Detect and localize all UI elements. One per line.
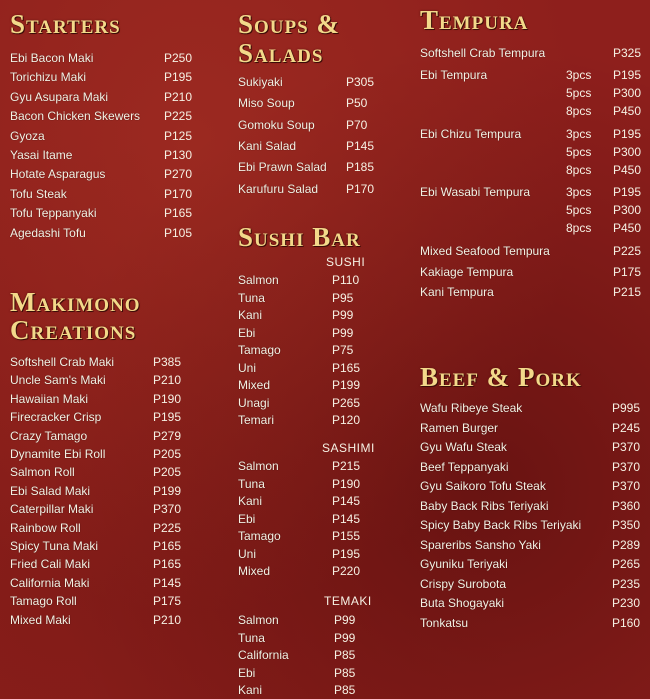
starters-item-price: P125 xyxy=(164,129,193,143)
makimono-title-line2: Creations xyxy=(10,315,137,345)
sashimi-item-price: P215 xyxy=(332,459,361,473)
soups-item-name: Miso Soup xyxy=(238,96,295,110)
makimono-item-price: P385 xyxy=(153,355,182,369)
soups-item-price: P305 xyxy=(346,75,375,89)
beef-pork-item-price: P995 xyxy=(612,401,641,415)
beef-pork-item-price: P235 xyxy=(612,577,641,591)
starters-item-name: Torichizu Maki xyxy=(10,70,87,84)
makimono-item-name: Uncle Sam's Maki xyxy=(10,373,106,387)
soups-item-price: P185 xyxy=(346,160,375,174)
soups-item-name: Karufuru Salad xyxy=(238,182,319,196)
tempura-others-item-name: Kakiage Tempura xyxy=(420,265,514,279)
makimono-item-price: P225 xyxy=(153,521,182,535)
sushi-item-price: P99 xyxy=(332,326,354,340)
temaki-label: TEMAKI xyxy=(324,594,372,608)
sushi-bar-heading xyxy=(238,224,361,251)
sushi-item-price: P199 xyxy=(332,378,361,392)
beef-pork-title: Beef & Pork xyxy=(420,362,582,392)
beef-pork-item-name: Gyuniku Teriyaki xyxy=(420,557,508,571)
sashimi-item-price: P145 xyxy=(332,494,361,508)
soups-item-price: P145 xyxy=(346,139,375,153)
starters-item-price: P170 xyxy=(164,187,193,201)
makimono-heading xyxy=(10,289,141,316)
tempura-heading xyxy=(420,7,528,34)
tempura-others-item-price: P225 xyxy=(613,244,642,258)
beef-pork-item-name: Buta Shogayaki xyxy=(420,596,505,610)
sushi-item-price: P95 xyxy=(332,291,354,305)
sushi-item-name: Tamago xyxy=(238,343,281,357)
sashimi-item-name: Tamago xyxy=(238,529,281,543)
makimono-item-price: P195 xyxy=(153,410,182,424)
soups-heading-line2 xyxy=(238,40,323,67)
temaki-item-price: P99 xyxy=(334,631,356,645)
makimono-item-name: Ebi Salad Maki xyxy=(10,484,91,498)
starters-item-price: P165 xyxy=(164,206,193,220)
makimono-item-price: P205 xyxy=(153,465,182,479)
tempura-chizu-price: P195 xyxy=(613,127,642,141)
starters-item-price: P225 xyxy=(164,109,193,123)
beef-pork-heading xyxy=(420,364,582,391)
sashimi-item-name: Salmon xyxy=(238,459,279,473)
sushi-item-price: P99 xyxy=(332,308,354,322)
sushi-item-name: Unagi xyxy=(238,396,270,410)
soups-heading xyxy=(238,11,340,38)
sushi-item-price: P110 xyxy=(332,273,360,287)
starters-item-name: Yasai Itame xyxy=(10,148,73,162)
beef-pork-item-price: P265 xyxy=(612,557,641,571)
soups-item-price: P50 xyxy=(346,96,368,110)
beef-pork-item-name: Tonkatsu xyxy=(420,616,469,630)
sushi-label: SUSHI xyxy=(326,255,366,269)
tempura-title: Tempura xyxy=(420,5,529,35)
temaki-item-price: P85 xyxy=(334,648,356,662)
makimono-item-price: P145 xyxy=(153,576,182,590)
makimono-item-name: Rainbow Roll xyxy=(10,521,81,535)
makimono-item-name: Caterpillar Maki xyxy=(10,502,94,516)
sushi-item-name: Temari xyxy=(238,413,275,427)
makimono-item-price: P165 xyxy=(153,539,182,553)
beef-pork-item-price: P230 xyxy=(612,596,641,610)
beef-pork-item-name: Crispy Surobota xyxy=(420,577,507,591)
tempura-ebi-price: P450 xyxy=(613,104,642,118)
beef-pork-item-name: Wafu Ribeye Steak xyxy=(420,401,523,415)
sushi-item-price: P265 xyxy=(332,396,361,410)
starters-item-price: P210 xyxy=(164,90,193,104)
tempura-chizu-qty: 8pcs xyxy=(566,163,592,177)
tempura-wasabi-price: P195 xyxy=(613,185,642,199)
soups-item-name: Kani Salad xyxy=(238,139,297,153)
sushi-item-name: Mixed xyxy=(238,378,271,392)
starters-item-name: Gyu Asupara Maki xyxy=(10,90,109,104)
makimono-item-price: P279 xyxy=(153,429,182,443)
temaki-item-name: Tuna xyxy=(238,631,265,645)
makimono-item-name: Hawaiian Maki xyxy=(10,392,89,406)
tempura-wasabi-qty: 8pcs xyxy=(566,221,592,235)
makimono-item-name: Firecracker Crisp xyxy=(10,410,102,424)
sashimi-item-price: P220 xyxy=(332,564,361,578)
makimono-item-price: P210 xyxy=(153,373,182,387)
sushi-item-price: P120 xyxy=(332,413,361,427)
temaki-item-name: Ebi xyxy=(238,666,256,680)
soups-title-line2: Salads xyxy=(238,38,324,68)
sashimi-item-price: P195 xyxy=(332,547,361,561)
beef-pork-item-price: P160 xyxy=(612,616,641,630)
sushi-item-name: Salmon xyxy=(238,273,279,287)
sushi-item-price: P165 xyxy=(332,361,361,375)
makimono-item-name: Dynamite Ebi Roll xyxy=(10,447,106,461)
beef-pork-item-name: Gyu Wafu Steak xyxy=(420,440,507,454)
soups-item-price: P70 xyxy=(346,118,368,132)
makimono-item-name: Spicy Tuna Maki xyxy=(10,539,99,553)
sashimi-item-price: P145 xyxy=(332,512,361,526)
makimono-item-name: California Maki xyxy=(10,576,90,590)
makimono-item-price: P205 xyxy=(153,447,182,461)
sushi-item-name: Ebi xyxy=(238,326,256,340)
makimono-item-name: Salmon Roll xyxy=(10,465,75,479)
tempura-ebi-price: P300 xyxy=(613,86,642,100)
beef-pork-item-name: Spareribs Sansho Yaki xyxy=(420,538,541,552)
tempura-chizu-qty: 3pcs xyxy=(566,127,592,141)
tempura-wasabi-price: P450 xyxy=(613,221,642,235)
soups-item-name: Sukiyaki xyxy=(238,75,283,89)
tempura-others-item-price: P175 xyxy=(613,265,642,279)
makimono-item-name: Crazy Tamago xyxy=(10,429,88,443)
starters-heading xyxy=(10,11,121,38)
tempura-chizu-price: P450 xyxy=(613,163,642,177)
sushi-item-name: Uni xyxy=(238,361,257,375)
tempura-wasabi-qty: 3pcs xyxy=(566,185,592,199)
starters-item-price: P195 xyxy=(164,70,193,84)
soups-item-price: P170 xyxy=(346,182,375,196)
sashimi-item-name: Kani xyxy=(238,494,263,508)
sashimi-item-name: Tuna xyxy=(238,477,265,491)
sashimi-item-name: Uni xyxy=(238,547,257,561)
tempura-others-item-price: P215 xyxy=(613,285,642,299)
tempura-others-item-name: Kani Tempura xyxy=(420,285,494,299)
temaki-item-price: P85 xyxy=(334,666,356,680)
soups-item-name: Ebi Prawn Salad xyxy=(238,160,327,174)
beef-pork-item-name: Baby Back Ribs Teriyaki xyxy=(420,499,549,513)
starters-item-name: Hotate Asparagus xyxy=(10,167,106,181)
beef-pork-item-name: Beef Teppanyaki xyxy=(420,460,509,474)
starters-item-name: Bacon Chicken Skewers xyxy=(10,109,141,123)
tempura-ebi-price: P195 xyxy=(613,68,642,82)
tempura-ebi-name: Ebi Tempura xyxy=(420,68,488,82)
tempura-ebi-qty: 5pcs xyxy=(566,86,592,100)
tempura-softshell-name: Softshell Crab Tempura xyxy=(420,46,546,60)
sashimi-item-name: Mixed xyxy=(238,564,271,578)
beef-pork-item-price: P370 xyxy=(612,460,641,474)
beef-pork-item-name: Spicy Baby Back Ribs Teriyaki xyxy=(420,518,582,532)
makimono-item-price: P165 xyxy=(153,557,182,571)
beef-pork-item-name: Ramen Burger xyxy=(420,421,499,435)
sashimi-label: SASHIMI xyxy=(322,441,375,455)
starters-item-price: P105 xyxy=(164,226,193,240)
makimono-item-price: P190 xyxy=(153,392,182,406)
beef-pork-item-price: P350 xyxy=(612,518,641,532)
tempura-wasabi-price: P300 xyxy=(613,203,642,217)
starters-item-name: Ebi Bacon Maki xyxy=(10,51,94,65)
beef-pork-item-price: P360 xyxy=(612,499,641,513)
makimono-heading-line2 xyxy=(10,317,136,344)
sashimi-item-price: P155 xyxy=(332,529,361,543)
starters-item-price: P130 xyxy=(164,148,193,162)
soups-item-name: Gomoku Soup xyxy=(238,118,315,132)
temaki-item-name: California xyxy=(238,648,289,662)
makimono-item-price: P199 xyxy=(153,484,182,498)
tempura-chizu-price: P300 xyxy=(613,145,642,159)
makimono-item-name: Softshell Crab Maki xyxy=(10,355,115,369)
starters-item-name: Agedashi Tofu xyxy=(10,226,86,240)
makimono-item-name: Tamago Roll xyxy=(10,594,77,608)
tempura-ebi-qty: 3pcs xyxy=(566,68,592,82)
temaki-item-name: Salmon xyxy=(238,613,279,627)
tempura-wasabi-qty: 5pcs xyxy=(566,203,592,217)
starters-item-name: Tofu Teppanyaki xyxy=(10,206,97,220)
beef-pork-item-price: P370 xyxy=(612,440,641,454)
makimono-item-name: Mixed Maki xyxy=(10,613,71,627)
temaki-item-name: Kani xyxy=(238,683,263,697)
tempura-chizu-qty: 5pcs xyxy=(566,145,592,159)
makimono-item-price: P175 xyxy=(153,594,182,608)
sashimi-item-price: P190 xyxy=(332,477,361,491)
makimono-item-name: Fried Cali Maki xyxy=(10,557,91,571)
makimono-item-price: P370 xyxy=(153,502,182,516)
starters-item-price: P270 xyxy=(164,167,193,181)
sushi-item-name: Tuna xyxy=(238,291,265,305)
starters-item-name: Gyoza xyxy=(10,129,45,143)
soups-title-line1: Soups & xyxy=(238,9,340,39)
sashimi-item-name: Ebi xyxy=(238,512,256,526)
temaki-item-price: P85 xyxy=(334,683,356,697)
temaki-item-price: P99 xyxy=(334,613,356,627)
tempura-chizu-name: Ebi Chizu Tempura xyxy=(420,127,522,141)
tempura-softshell-price: P325 xyxy=(613,46,642,60)
beef-pork-item-price: P245 xyxy=(612,421,641,435)
beef-pork-item-price: P370 xyxy=(612,479,641,493)
sushi-item-price: P75 xyxy=(332,343,354,357)
tempura-wasabi-name: Ebi Wasabi Tempura xyxy=(420,185,531,199)
sushi-bar-title: Sushi Bar xyxy=(238,222,361,252)
tempura-others-item-name: Mixed Seafood Tempura xyxy=(420,244,550,258)
starters-item-price: P250 xyxy=(164,51,193,65)
starters-title: Starters xyxy=(10,9,121,39)
makimono-title-line1: Makimono xyxy=(10,287,141,317)
beef-pork-item-name: Gyu Saikoro Tofu Steak xyxy=(420,479,546,493)
makimono-item-price: P210 xyxy=(153,613,182,627)
starters-item-name: Tofu Steak xyxy=(10,187,67,201)
sushi-item-name: Kani xyxy=(238,308,263,322)
beef-pork-item-price: P289 xyxy=(612,538,641,552)
tempura-ebi-qty: 8pcs xyxy=(566,104,592,118)
